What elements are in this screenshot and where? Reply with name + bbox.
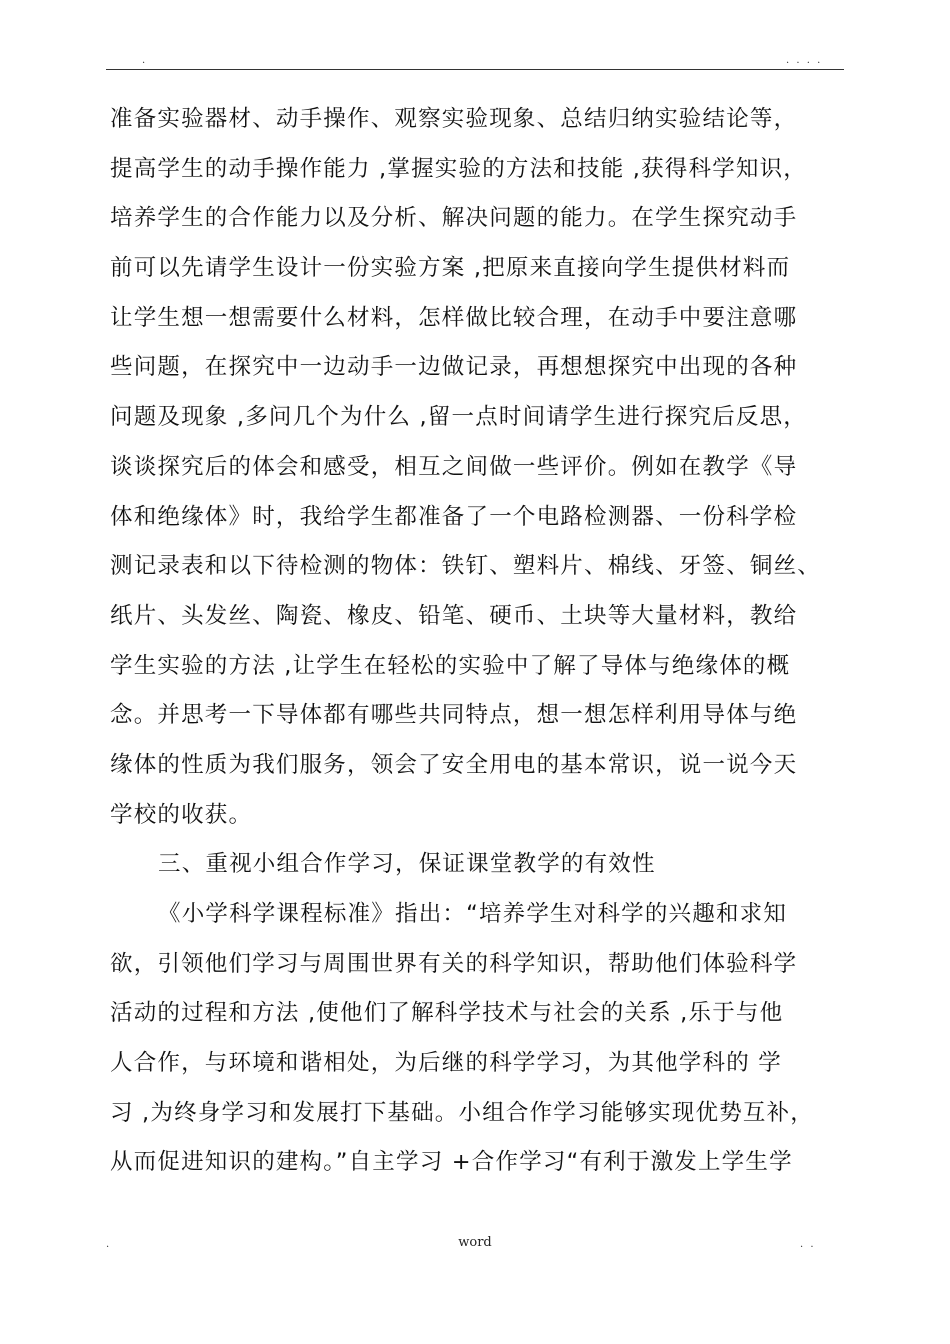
text-line: 欲，引领他们学习与周围世界有关的科学知识，帮助他们体验科学 [110,950,798,977]
text-line: 念。并思考一下导体都有哪些共同特点，想一想怎样利用导体与绝 [110,702,798,729]
text-line: 学校的收获。 [110,801,253,828]
text-line: 从而促进知识的建构。”自主学习 +合作学习“有利于激发上学生学 [110,1149,793,1176]
text-line: 培养学生的合作能力以及分析、解决问题的能力。在学生探究动手 [110,205,798,232]
text-line: 活动的过程和方法 ,使他们了解科学技术与社会的关系 ,乐于与他 [110,1000,784,1027]
paragraph-start-line: 《小学科学课程标准》指出：“培养学生对科学的兴趣和求知 [158,901,788,927]
text-line: 习 ,为终身学习和发展打下基础。小组合作学习能够实现优势互补， [110,1099,815,1126]
footer-left-mark: . [106,1239,110,1250]
header-right-mark: . . . . [786,55,823,66]
text-line: 问题及现象 ,多问几个为什么 ,留一点时间请学生进行探究后反思， [110,404,808,431]
text-line: 缘体的性质为我们服务，领会了安全用电的基本常识，说一说今天 [110,751,798,778]
text-line: 谈谈探究后的体会和感受，相互之间做一些评价。例如在教学《导 [110,453,798,480]
footer-right-mark: . . [800,1239,816,1250]
text-line: 提高学生的动手操作能力 ,掌握实验的方法和技能 ,获得科学知识， [110,155,808,182]
text-line: 些问题，在探究中一边动手一边做记录，再想想探究中出现的各种 [110,354,798,381]
text-line: 让学生想一想需要什么材料，怎样做比较合理，在动手中要注意哪 [110,304,798,331]
text-line: 准备实验器材、动手操作、观察实验现象、总结归纳实验结论等， [110,106,798,132]
text-line: 测记录表和以下待检测的物体：铁钉、塑料片、棉线、牙签、铜丝、 [110,553,822,580]
text-line: 体和绝缘体》时，我给学生都准备了一个电路检测器、一份科学检 [110,503,798,530]
document-body [110,95,850,1188]
footer-label: word [458,1235,492,1250]
text-line: 人合作，与环境和谐相处，为后继的科学学习，为其他学科的 学 [110,1050,782,1077]
text-line: 前可以先请学生设计一份实验方案 ,把原来直接向学生提供材料而 [110,255,791,282]
text-line: 纸片、头发丝、陶瓷、橡皮、铅笔、硬币、土块等大量材料，教给 [110,602,798,629]
text-line: 学生实验的方法 ,让学生在轻松的实验中了解了导体与绝缘体的概 [110,652,791,679]
header-rule [106,69,844,70]
header-left-mark: . [142,55,146,66]
section-heading: 三、重视小组合作学习，保证课堂教学的有效性 [158,851,656,878]
